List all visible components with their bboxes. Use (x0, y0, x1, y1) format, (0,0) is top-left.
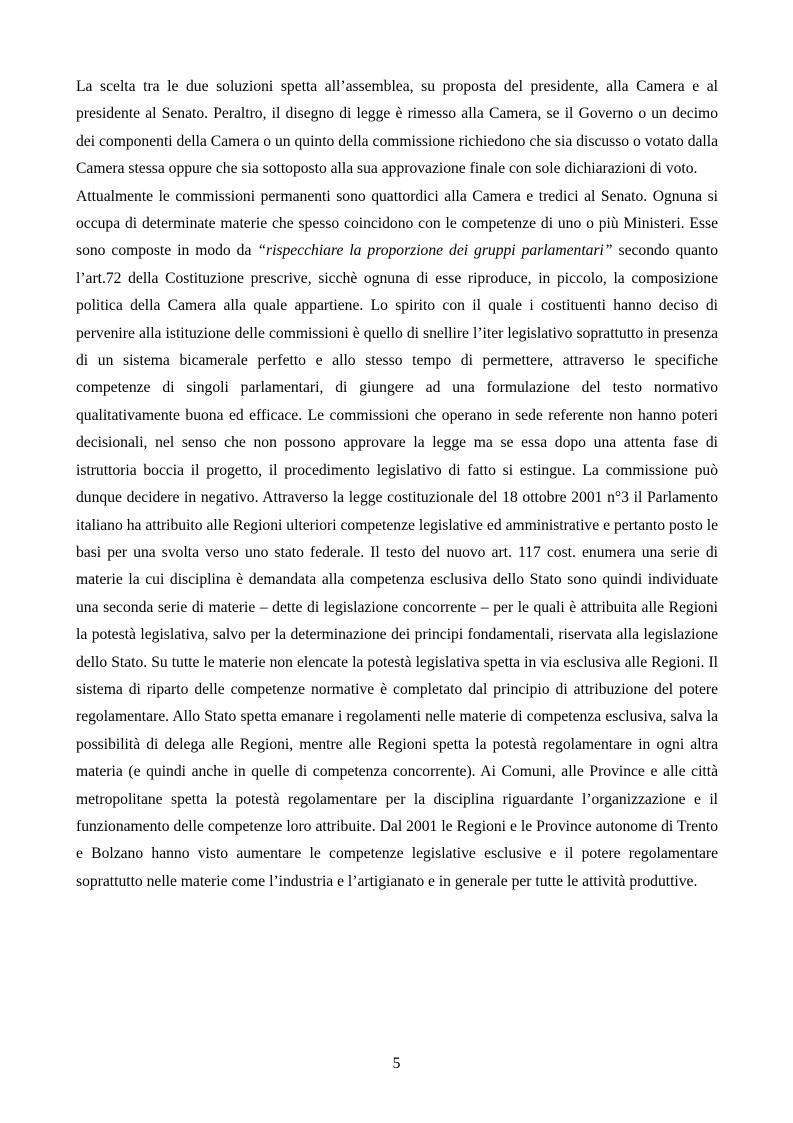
paragraph-2 (76, 183, 718, 896)
page-number: 5 (392, 1055, 401, 1072)
paragraph-2-text-end: secondo quanto l’art.72 della Costituzione prescrive, sicchè ognuna di esse riproduce, in piccolo, la composizione politica della Camera alla quale appartiene. Lo spirito con il quale i costituenti hanno deciso di pervenire alla istituzione delle commissioni è quello di snellire l’iter legislativo soprattutto in presenza di un sistema bicamerale perfetto e allo stesso tempo di permettere, attraverso le specifiche competenze di singoli parlamentari, di giungere ad una formulazione del testo normativo qualitativamente buona ed efficace. Le commissioni che operano in sede referente non hanno poteri decisionali, nel senso che non possono approvare la legge ma se essa dopo una attenta fase di istruttoria boccia il progetto, il procedimento legislativo di fatto si estingue. La commissione può dunque decidere in negativo. Attraverso la legge costituzionale del 18 ottobre 2001 n°3 il Parlamento italiano ha attribuito alle Regioni ulteriori competenze legislative ed amministrative e pertanto posto le basi per una svolta verso uno stato federale. Il testo del nuovo art. 117 cost. enumera una serie di materie la cui disciplina è demandata alla competenza esclusiva dello Stato sono quindi individuate una seconda serie di materie – dette di legislazione concorrente – per le quali è attribuita alle Regioni la potestà legislativa, salvo per la determinazione dei principi fondamentali, riservata alla legislazione dello Stato. Su tutte le materie non elencate la potestà legislativa spetta in via esclusiva alle Regioni. Il sistema di riparto delle competenze normative è completato dal principio di attribuzione del potere regolamentare. Allo Stato spetta emanare i regolamenti nelle materie di competenza esclusiva, salva la possibilità di delega alle Regioni, mentre alle Regioni spetta la potestà regolamentare in ogni altra materia (e quindi anche in quelle di competenza concorrente). Ai Comuni, alle Province e alle città metropolitane spetta la potestà regolamentare per la disciplina riguardante l’organizzazione e il funzionamento delle competenze loro attribuite. Dal 2001 le Regioni e le Province autonome di Trento e Bolzano hanno visto aumentare le competenze legislative esclusive e il potere regolamentare soprattutto nelle materie come l’industria e l’artigianato e in generale per tutte le attività produttive. (76, 242, 718, 890)
paragraph-2-text-start: Attualmente le commissioni permanenti sono quattordici alla Camera e tredici al Senato. Ognuna si occupa di determinate materie che spesso coincidono con le competenze di uno o più Ministeri. Esse sono composte in modo da (76, 187, 718, 260)
paragraph-2-quotation: “rispecchiare la proporzione dei gruppi parlamentari” (257, 242, 613, 260)
paragraph-1: La scelta tra le due soluzioni spetta all’assemblea, su proposta del presidente, alla Camera e al presidente al Senato. Peraltro, il disegno di legge è rimesso alla Camera, se il Governo o un decimo dei componenti della Camera o un quinto della commissione richiedono che sia discusso o votato dalla Camera stessa oppure che sia sottoposto alla sua approvazione finale con sole dichiarazioni di voto. (76, 78, 718, 178)
body-text (76, 73, 718, 895)
